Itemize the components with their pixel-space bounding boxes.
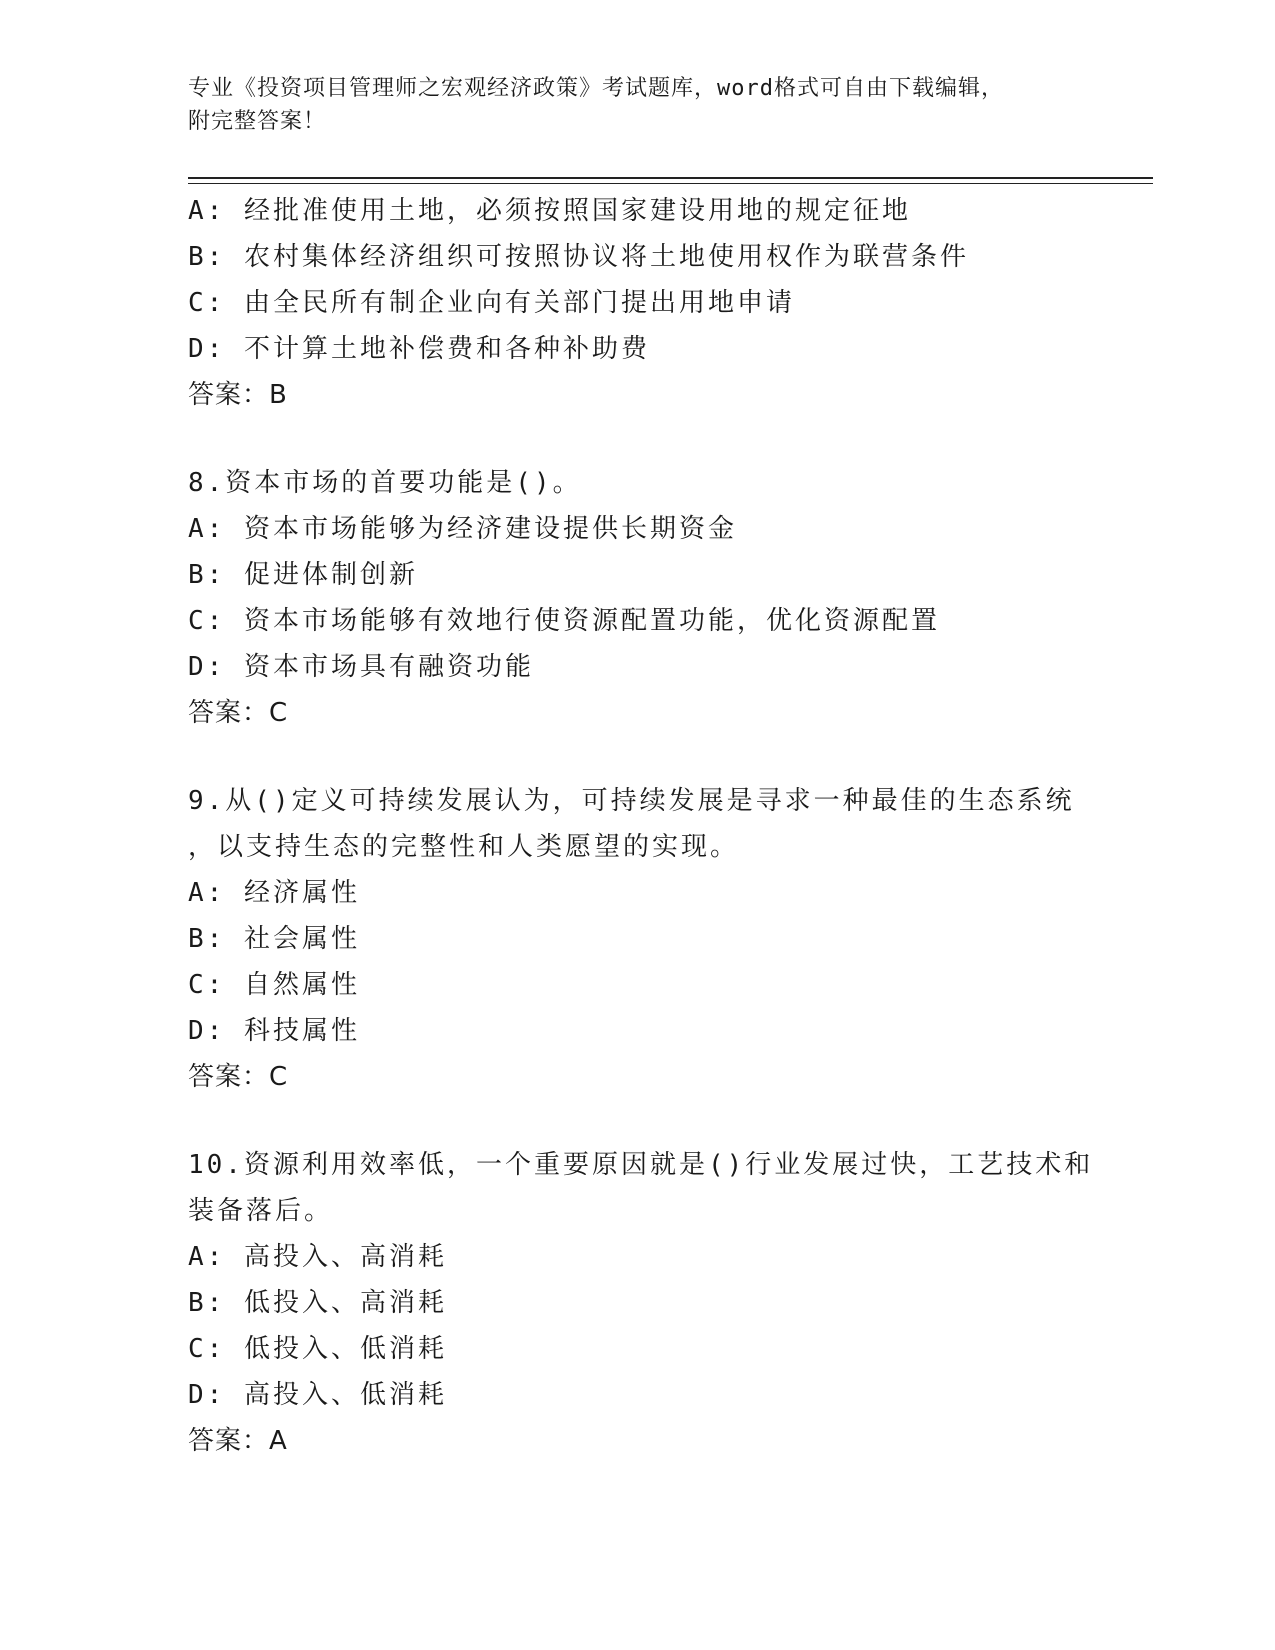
question-stem-line-2: 装备落后。 <box>188 1196 334 1226</box>
option-d: D: 高投入、低消耗 <box>188 1380 447 1410</box>
option-d: D: 不计算土地补偿费和各种补助费 <box>188 334 650 364</box>
header-line-1: 专业《投资项目管理师之宏观经济政策》考试题库，word格式可自由下载编辑， <box>188 76 1004 101</box>
answer-line: 答案：B <box>188 380 288 410</box>
question-block-9 <box>188 778 1108 1100</box>
answer-line: 答案：A <box>188 1426 288 1456</box>
question-list <box>188 188 1108 1464</box>
answer-line: 答案：C <box>188 698 289 728</box>
header-divider-thick <box>188 177 1153 179</box>
option-c: C: 资本市场能够有效地行使资源配置功能，优化资源配置 <box>188 606 940 636</box>
option-c: C: 自然属性 <box>188 970 360 1000</box>
option-a: A: 高投入、高消耗 <box>188 1242 447 1272</box>
option-d: D: 科技属性 <box>188 1016 360 1046</box>
document-header <box>188 72 1088 138</box>
answer-line: 答案：C <box>188 1062 289 1092</box>
question-stem-line-1: 9.从()定义可持续发展认为，可持续发展是寻求一种最佳的生态系统 <box>188 786 1075 816</box>
question-stem: 8.资本市场的首要功能是()。 <box>188 468 582 498</box>
option-d: D: 资本市场具有融资功能 <box>188 652 534 682</box>
option-b: B: 社会属性 <box>188 924 360 954</box>
option-c: C: 低投入、低消耗 <box>188 1334 447 1364</box>
option-b: B: 农村集体经济组织可按照协议将土地使用权作为联营条件 <box>188 242 969 272</box>
header-line-2: 附完整答案！ <box>188 109 327 134</box>
option-a: A: 经济属性 <box>188 878 360 908</box>
question-block-8 <box>188 460 1108 736</box>
option-a: A: 资本市场能够为经济建设提供长期资金 <box>188 514 737 544</box>
option-b: B: 促进体制创新 <box>188 560 418 590</box>
option-c: C: 由全民所有制企业向有关部门提出用地申请 <box>188 288 795 318</box>
header-divider-thin <box>188 183 1153 184</box>
question-stem-line-1: 10.资源利用效率低，一个重要原因就是()行业发展过快，工艺技术和 <box>188 1150 1094 1180</box>
option-a: A: 经批准使用土地，必须按照国家建设用地的规定征地 <box>188 196 911 226</box>
question-stem-line-2: ，以支持生态的完整性和人类愿望的实现。 <box>188 832 740 862</box>
option-b: B: 低投入、高消耗 <box>188 1288 447 1318</box>
question-block-previous <box>188 188 1108 418</box>
question-block-10 <box>188 1142 1108 1464</box>
